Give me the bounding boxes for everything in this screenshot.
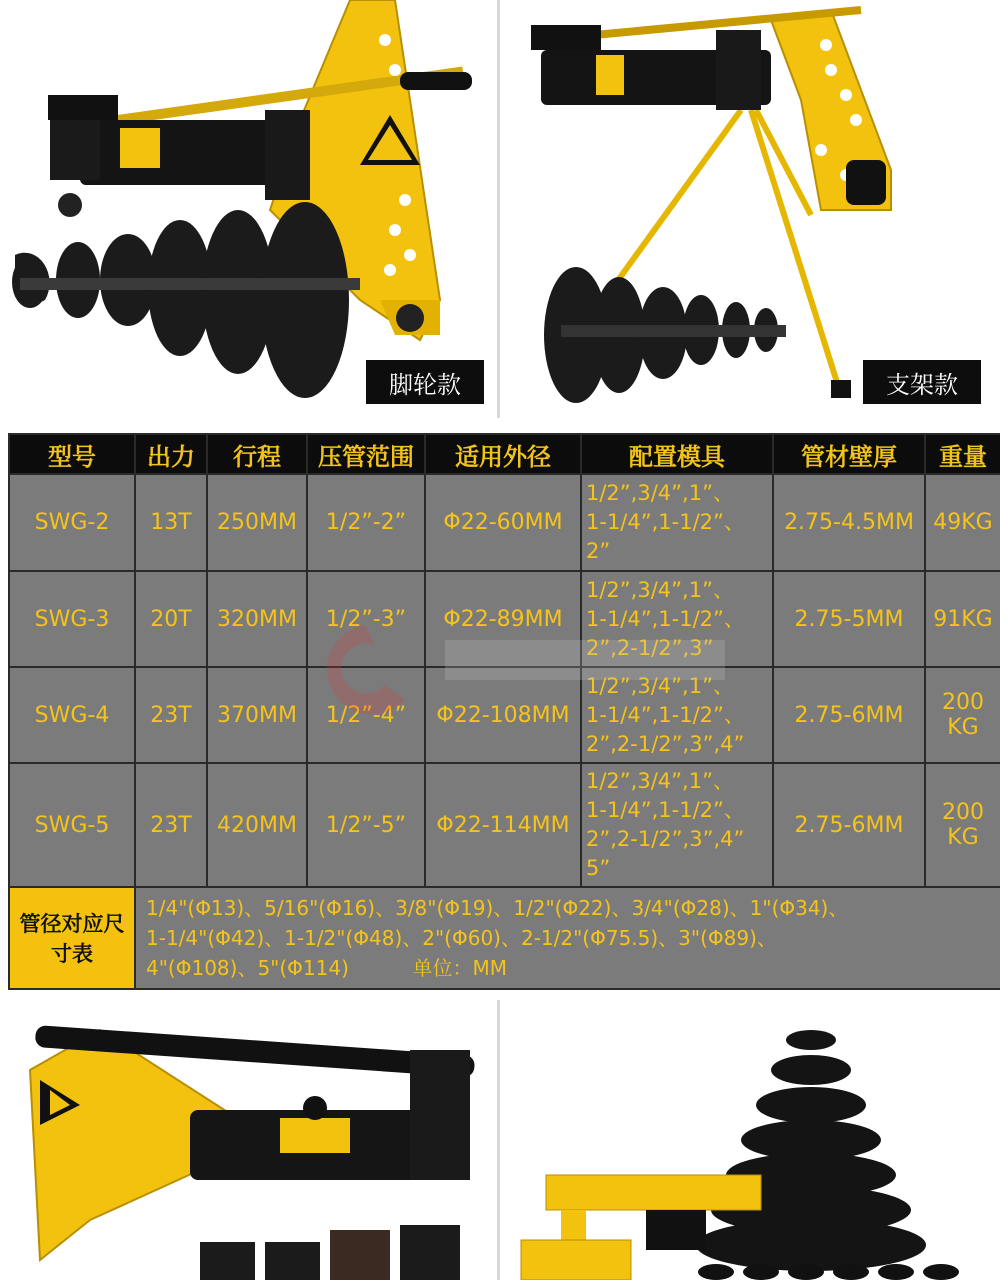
size-line-2: 1-1/4"(Φ42)、1-1/2"(Φ48)、2"(Φ60)、2-1/2"(Φ75.5)、3"(Φ89)、 xyxy=(146,926,777,950)
cell-wall: 2.75-5MM xyxy=(773,571,925,667)
cell-dies: 1/2”,3/4”,1”、 1-1/4”,1-1/2”、 2”,2-1/2”,3”,4” xyxy=(581,667,773,763)
cell-wall: 2.75-6MM xyxy=(773,667,925,763)
cell-force: 13T xyxy=(135,474,207,571)
cell-od: Φ22-89MM xyxy=(425,571,581,667)
header-outer-diameter: 适用外径 xyxy=(425,434,581,474)
header-force: 出力 xyxy=(135,434,207,474)
size-reference-label: 管径对应尺寸表 xyxy=(9,887,135,989)
pipe-bender-caster-illustration xyxy=(0,0,496,412)
bottom-vertical-divider xyxy=(497,1000,500,1280)
photo-caster-type xyxy=(0,0,496,412)
header-model: 型号 xyxy=(9,434,135,474)
size-line-1: 1/4"(Φ13)、5/16"(Φ16)、3/8"(Φ19)、1/2"(Φ22)、3/4"(Φ28)、1"(Φ34)、 xyxy=(146,896,849,920)
header-range: 压管范围 xyxy=(307,434,425,474)
pipe-bender-stand-illustration xyxy=(501,0,1000,420)
size-reference-row xyxy=(9,887,1000,989)
cell-range: 1/2”-5” xyxy=(307,763,425,887)
table-row xyxy=(9,667,1000,763)
photo-bender-closeup xyxy=(0,1010,496,1280)
cell-weight: 49KG xyxy=(925,474,1000,571)
cell-range: 1/2”-4” xyxy=(307,667,425,763)
cell-range: 1/2”-3” xyxy=(307,571,425,667)
spec-table xyxy=(8,433,1000,988)
cell-od: Φ22-60MM xyxy=(425,474,581,571)
header-stroke: 行程 xyxy=(207,434,307,474)
cell-model: SWG-5 xyxy=(9,763,135,887)
cell-stroke: 250MM xyxy=(207,474,307,571)
header-dies: 配置模具 xyxy=(581,434,773,474)
cell-force: 23T xyxy=(135,763,207,887)
cell-force: 20T xyxy=(135,571,207,667)
cell-model: SWG-2 xyxy=(9,474,135,571)
photo-bender-with-dies xyxy=(501,1010,1000,1280)
cell-dies: 1/2”,3/4”,1”、 1-1/4”,1-1/2”、 2”,2-1/2”,3”,4” 5” xyxy=(581,763,773,887)
cell-dies: 1/2”,3/4”,1”、 1-1/4”,1-1/2”、 2” xyxy=(581,474,773,571)
cell-dies: 1/2”,3/4”,1”、 1-1/4”,1-1/2”、 2”,2-1/2”,3” xyxy=(581,571,773,667)
cell-model: SWG-4 xyxy=(9,667,135,763)
pipe-bender-closeup-illustration xyxy=(0,1010,496,1280)
cell-range: 1/2”-2” xyxy=(307,474,425,571)
cell-weight: 200 KG xyxy=(925,667,1000,763)
stand-type-label: 支架款 xyxy=(863,360,981,404)
cell-wall: 2.75-4.5MM xyxy=(773,474,925,571)
table-row xyxy=(9,571,1000,667)
photo-stand-type xyxy=(501,0,1000,420)
size-reference-text xyxy=(135,887,1000,989)
header-wall-thickness: 管材壁厚 xyxy=(773,434,925,474)
cell-stroke: 320MM xyxy=(207,571,307,667)
pipe-bender-dies-stack-illustration xyxy=(501,1010,1000,1280)
cell-od: Φ22-108MM xyxy=(425,667,581,763)
size-line-3: 4"(Φ108)、5"(Φ114) 单位：MM xyxy=(146,956,507,980)
table-header-row xyxy=(9,434,1000,474)
vertical-divider xyxy=(497,0,500,418)
cell-weight: 91KG xyxy=(925,571,1000,667)
table-row xyxy=(9,763,1000,887)
caster-type-label: 脚轮款 xyxy=(366,360,484,404)
cell-wall: 2.75-6MM xyxy=(773,763,925,887)
cell-force: 23T xyxy=(135,667,207,763)
cell-stroke: 370MM xyxy=(207,667,307,763)
cell-weight: 200 KG xyxy=(925,763,1000,887)
header-weight: 重量 xyxy=(925,434,1000,474)
cell-od: Φ22-114MM xyxy=(425,763,581,887)
table-row xyxy=(9,474,1000,571)
cell-stroke: 420MM xyxy=(207,763,307,887)
cell-model: SWG-3 xyxy=(9,571,135,667)
